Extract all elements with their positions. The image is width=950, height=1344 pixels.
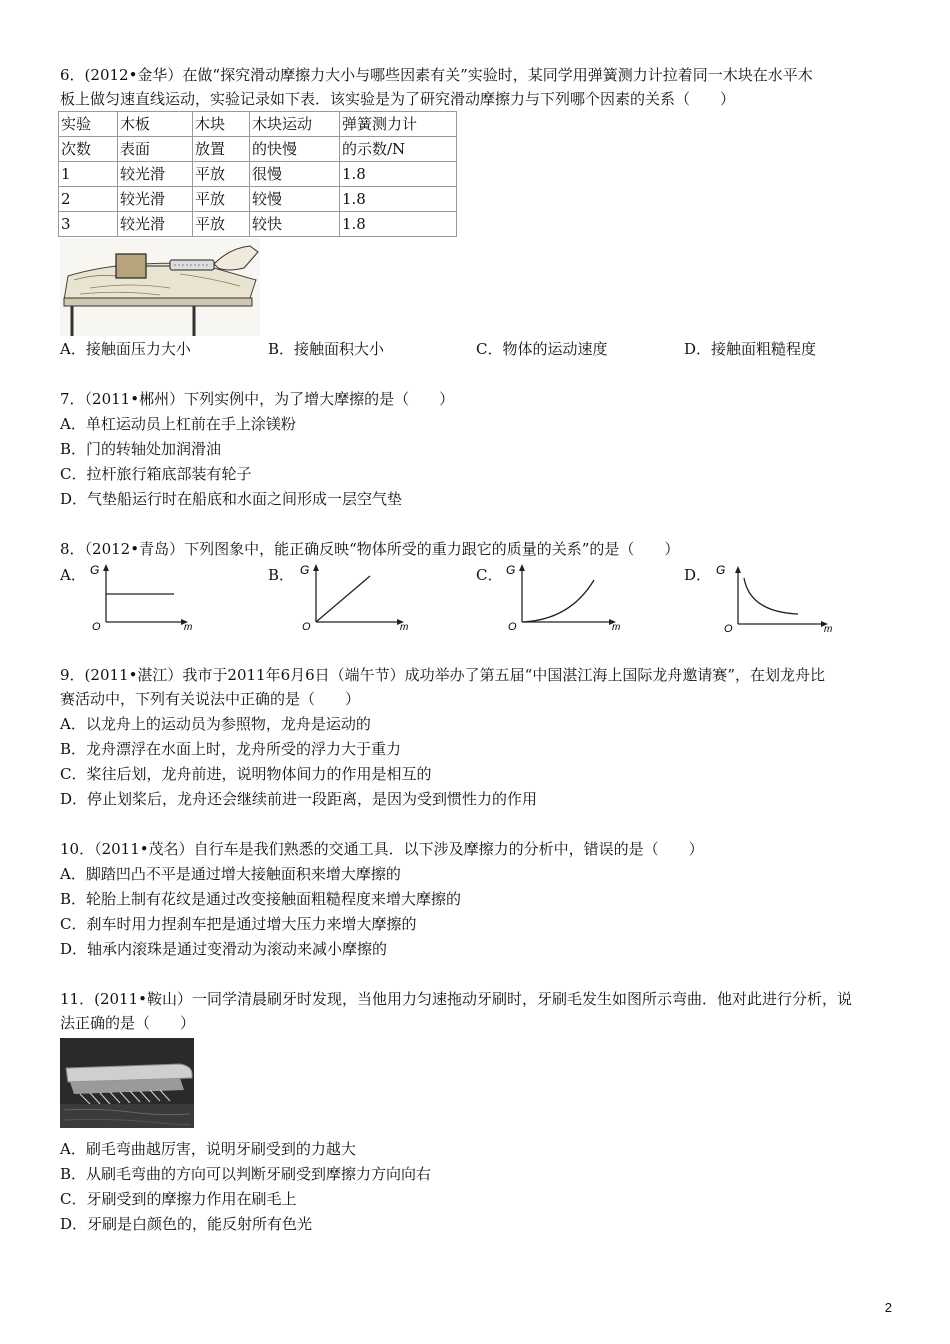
graph-c-curve [522, 580, 594, 622]
q9-stem-line1: 9．(2011•湛江）我市于2011年6月6日（端午节）成功举办了第五届“中国湛江海上国际龙舟邀请赛”，在划龙舟比 [60, 666, 826, 684]
table-header-cell: 弹簧测力计 [340, 112, 457, 137]
origin-label: O [302, 621, 311, 632]
table-row [59, 162, 457, 187]
origin-label: O [724, 623, 733, 634]
table-header-cell: 表面 [118, 137, 193, 162]
table-cell: 很慢 [250, 162, 340, 187]
q8-option-d-label: D． [684, 566, 712, 584]
table-cell: 平放 [193, 187, 250, 212]
table-header-cell: 实验 [59, 112, 118, 137]
q10-stem: 10．（2011•茂名）自行车是我们熟悉的交通工具．以下涉及摩擦力的分析中，错误的是（ ） [60, 840, 704, 858]
table-cell: 较光滑 [118, 212, 193, 237]
table-cell: 3 [59, 212, 118, 237]
table-cell: 平放 [193, 212, 250, 237]
y-axis-arrow [519, 564, 525, 571]
q6-option-c: C．物体的运动速度 [476, 340, 608, 358]
table-cell: 较光滑 [118, 162, 193, 187]
table-header-cell: 木板 [118, 112, 193, 137]
table-row [59, 187, 457, 212]
q6-experiment-table [58, 111, 457, 237]
q11-option-d: D．牙刷是白颜色的，能反射所有色光 [60, 1215, 313, 1233]
table-cell: 1.8 [340, 212, 457, 237]
table-header-cell: 木块 [193, 112, 250, 137]
q11-option-c: C．牙刷受到的摩擦力作用在刷毛上 [60, 1190, 297, 1208]
q7-stem: 7．（2011•郴州）下列实例中，为了增大摩擦的是（ ） [60, 390, 455, 408]
graph-d-curve [744, 578, 798, 614]
q7-option-a: A．单杠运动员上杠前在手上涂镁粉 [60, 415, 296, 433]
q8-option-a-label: A． [60, 566, 86, 584]
table-cell: 2 [59, 187, 118, 212]
table-row [59, 212, 457, 237]
q8-graph-b [294, 562, 414, 632]
graph-b-line [316, 576, 370, 622]
table-cell: 较光滑 [118, 187, 193, 212]
axis-label-g: G [300, 563, 310, 577]
q11-toothbrush-photo [60, 1038, 194, 1128]
q11-option-a: A．刷毛弯曲越厉害，说明牙刷受到的力越大 [60, 1140, 356, 1158]
table-header-cell: 次数 [59, 137, 118, 162]
origin-label: O [92, 621, 101, 632]
q7-option-b: B．门的转轴处加润滑油 [60, 440, 222, 458]
q8-graph-c [500, 562, 630, 632]
q11-option-b: B．从刷毛弯曲的方向可以判断牙刷受到摩擦力方向向右 [60, 1165, 432, 1183]
q6-stem-line2: 板上做匀速直线运动，实验记录如下表．该实验是为了研究滑动摩擦力与下列哪个因素的关系（ ） [60, 90, 736, 108]
axis-label-g: G [716, 563, 726, 577]
axis-label-m: m [612, 622, 621, 632]
axis-label-m: m [184, 622, 193, 632]
table-cell: 1.8 [340, 162, 457, 187]
table-header-row-1 [59, 112, 457, 137]
q9-stem-line2: 赛活动中，下列有关说法中正确的是（ ） [60, 690, 361, 708]
axis-label-m: m [824, 624, 833, 634]
q9-option-c: C．桨往后划，龙舟前进，说明物体间力的作用是相互的 [60, 765, 432, 783]
q6-option-b: B．接触面积大小 [268, 340, 385, 358]
q11-stem-line1: 11．(2011•鞍山）一同学清晨刷牙时发现，当他用力匀速拖动牙刷时，牙刷毛发生如图所示弯曲．他对此进行分析，说 [60, 990, 852, 1008]
q9-option-d: D．停止划桨后，龙舟还会继续前进一段距离，是因为受到惯性力的作用 [60, 790, 538, 808]
q10-option-b: B．轮胎上制有花纹是通过改变接触面粗糙程度来增大摩擦的 [60, 890, 462, 908]
q9-option-b: B．龙舟漂浮在水面上时，龙舟所受的浮力大于重力 [60, 740, 402, 758]
axis-label-g: G [90, 563, 100, 577]
y-axis-arrow [103, 564, 109, 571]
q10-option-c: C．刹车时用力捏刹车把是通过增大压力来增大摩擦的 [60, 915, 417, 933]
y-axis-arrow [313, 564, 319, 571]
q8-option-b-label: B． [268, 566, 295, 584]
q10-option-d: D．轴承内滚珠是通过变滑动为滚动来减小摩擦的 [60, 940, 388, 958]
page-number: 2 [884, 1300, 892, 1315]
table-cell: 1 [59, 162, 118, 187]
origin-label: O [508, 621, 517, 632]
axis-label-g: G [506, 563, 516, 577]
q6-option-a: A．接触面压力大小 [60, 340, 191, 358]
table-header-cell: 的快慢 [250, 137, 340, 162]
q10-option-a: A．脚踏凹凸不平是通过增大接触面积来增大摩擦的 [60, 865, 401, 883]
q7-option-c: C．拉杆旅行箱底部装有轮子 [60, 465, 252, 483]
table-header-row-2 [59, 137, 457, 162]
table-cell: 较慢 [250, 187, 340, 212]
q11-stem-line2: 法正确的是（ ） [60, 1014, 196, 1032]
q6-option-d: D．接触面粗糙程度 [684, 340, 817, 358]
q8-stem: 8．（2012•青岛）下列图象中，能正确反映“物体所受的重力跟它的质量的关系”的是（ ） [60, 540, 680, 558]
table-header-cell: 放置 [193, 137, 250, 162]
q8-option-c-label: C． [476, 566, 503, 584]
q6-stem-line1: 6．(2012•金华）在做“探究滑动摩擦力大小与哪些因素有关”实验时，某同学用弹簧测力计拉着同一木块在水平木 [60, 66, 813, 84]
axis-label-m: m [400, 622, 409, 632]
q7-option-d: D．气垫船运行时在船底和水面之间形成一层空气垫 [60, 490, 403, 508]
y-axis-arrow [735, 566, 741, 573]
table-header-cell: 的示数/N [340, 137, 457, 162]
table-cell: 1.8 [340, 187, 457, 212]
table-header-cell: 木块运动 [250, 112, 340, 137]
q9-option-a: A．以龙舟上的运动员为参照物，龙舟是运动的 [60, 715, 371, 733]
q8-graph-d [708, 562, 838, 634]
table-cell: 较快 [250, 212, 340, 237]
table-cell: 平放 [193, 162, 250, 187]
q8-graph-a [84, 562, 194, 632]
q6-experiment-illustration [60, 238, 260, 336]
